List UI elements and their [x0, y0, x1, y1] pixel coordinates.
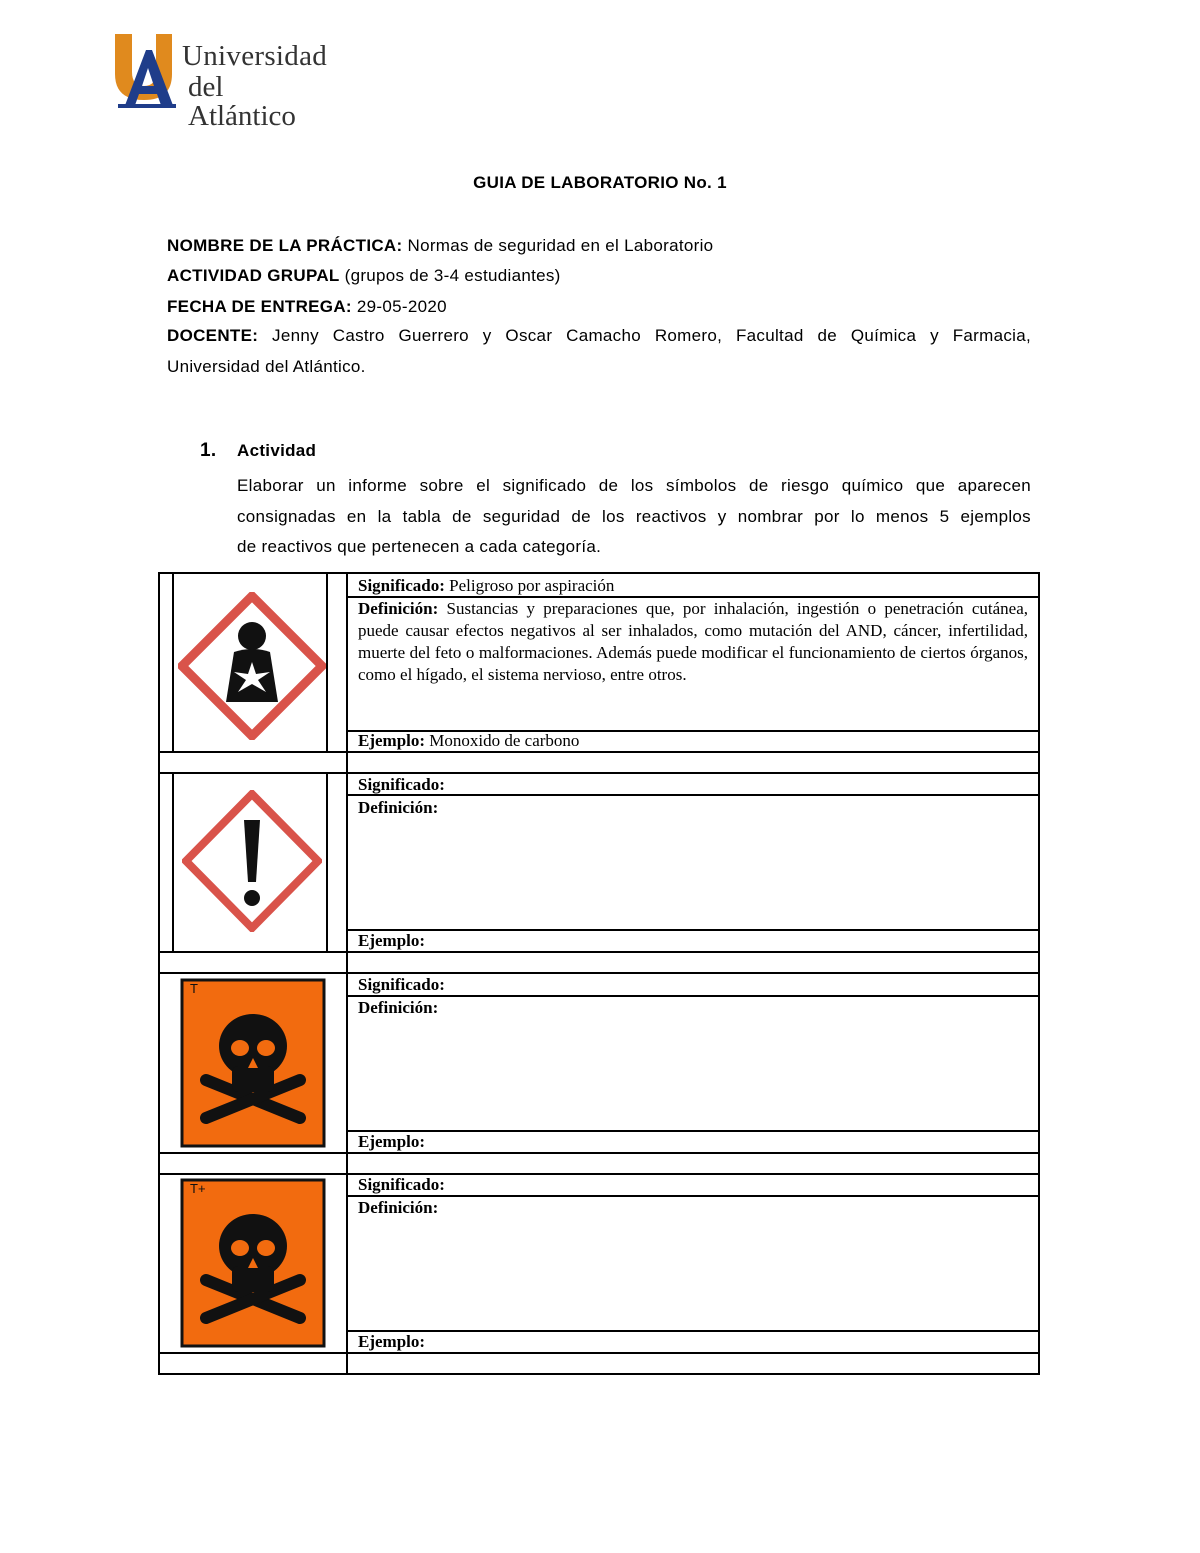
meaning-cell: [358, 774, 445, 796]
meaning-label: Significado:: [358, 975, 445, 994]
toxic-letter: T: [190, 981, 198, 996]
example-label: Ejemplo:: [358, 931, 426, 950]
cell-separator: [348, 1130, 1038, 1132]
example-label: Ejemplo:: [358, 731, 426, 750]
meaning-cell: [358, 575, 614, 597]
university-logo: [112, 30, 332, 132]
meaning-value: Peligroso por aspiración: [444, 576, 615, 595]
cell-separator: [348, 794, 1038, 796]
meaning-label: Significado:: [358, 576, 445, 595]
teacher-line-2: Universidad del Atlántico.: [167, 357, 366, 376]
delivery-date-line: [167, 292, 1031, 322]
definition-label: Definición:: [358, 798, 439, 817]
example-label: Ejemplo:: [358, 1132, 426, 1151]
document-title: GUIA DE LABORATORIO No. 1: [473, 173, 727, 192]
hazard-symbols-table: [158, 572, 1040, 1375]
definition-label: Definición:: [358, 599, 439, 618]
teacher-value: Jenny Castro Guerrero y Oscar Camacho Romero, Facultad de Química y Farmacia,: [258, 326, 1031, 345]
example-cell: [358, 1331, 425, 1353]
definition-cell: [358, 997, 1028, 1019]
very-toxic-skull-icon: [180, 1178, 326, 1348]
table-row-separator: [160, 1352, 1038, 1354]
table-row-separator: [160, 972, 1038, 974]
example-cell: [358, 730, 579, 752]
cell-separator: [348, 929, 1038, 931]
definition-cell: [358, 1197, 1028, 1219]
image-frame-line: [326, 773, 328, 951]
example-cell: [358, 1131, 425, 1153]
meaning-cell: [358, 1174, 445, 1196]
paragraph-line: consignadas en la tabla de seguridad de los reactivos y nombrar por lo menos 5 ejemplos: [237, 506, 1031, 526]
logo-line-1: Universidad: [182, 40, 328, 72]
table-row-separator: [160, 1173, 1038, 1175]
practice-name-line: [167, 231, 1031, 261]
meaning-cell: [358, 974, 445, 996]
practice-value: Normas de seguridad en el Laboratorio: [402, 236, 714, 255]
section-title: Actividad: [237, 441, 317, 460]
example-value: Monoxido de carbono: [425, 731, 580, 750]
date-value: 29-05-2020: [351, 297, 447, 316]
meaning-label: Significado:: [358, 775, 445, 794]
image-frame-line: [326, 574, 328, 751]
activity-value: (grupos de 3-4 estudiantes): [339, 266, 561, 285]
meaning-label: Significado:: [358, 1175, 445, 1194]
definition-label: Definición:: [358, 998, 439, 1017]
activity-label: ACTIVIDAD GRUPAL: [167, 266, 340, 285]
definition-label: Definición:: [358, 1198, 439, 1217]
cell-separator: [348, 1330, 1038, 1332]
definition-cell: [358, 797, 1028, 819]
example-label: Ejemplo:: [358, 1332, 426, 1351]
teacher-label: DOCENTE:: [167, 326, 259, 345]
section-heading: [200, 440, 316, 462]
section-number: 1.: [200, 440, 217, 461]
paragraph-line: Elaborar un informe sobre el significado de los símbolos de riesgo químico que aparecen: [237, 476, 1031, 495]
definition-value: Sustancias y preparaciones que, por inhalación, ingestión o penetración cutánea, puede causar efectos negativos al ser inhalados, como mutación del AND, cáncer, infertilidad, muerte del feto o malformaciones. Además puede modificar el funcionamiento de ciertos órganos, como el hígado, el sistema nervioso, entre otros.: [358, 599, 1028, 684]
paragraph-line: de reactivos que pertenecen a cada categoría.: [237, 537, 602, 556]
toxic-skull-icon: [180, 978, 326, 1148]
image-frame-line: [172, 773, 174, 951]
definition-cell: [358, 598, 1028, 686]
image-frame-line: [172, 574, 174, 751]
teacher-line: [167, 321, 1031, 351]
table-row-separator: [160, 751, 1038, 753]
very-toxic-letter: T+: [190, 1181, 206, 1196]
table-row-separator: [160, 772, 1038, 774]
activity-line: [167, 261, 1031, 291]
exclamation-mark-icon: [182, 790, 322, 932]
example-cell: [358, 930, 425, 952]
ua-emblem-icon: [112, 30, 182, 112]
section-paragraph: [237, 471, 1031, 563]
table-row-separator: [160, 951, 1038, 953]
health-hazard-icon: [178, 592, 326, 740]
date-label: FECHA DE ENTREGA:: [167, 297, 352, 316]
practice-label: NOMBRE DE LA PRÁCTICA:: [167, 236, 403, 255]
table-row-separator: [160, 1152, 1038, 1154]
logo-line-2: del Atlántico: [188, 71, 296, 132]
